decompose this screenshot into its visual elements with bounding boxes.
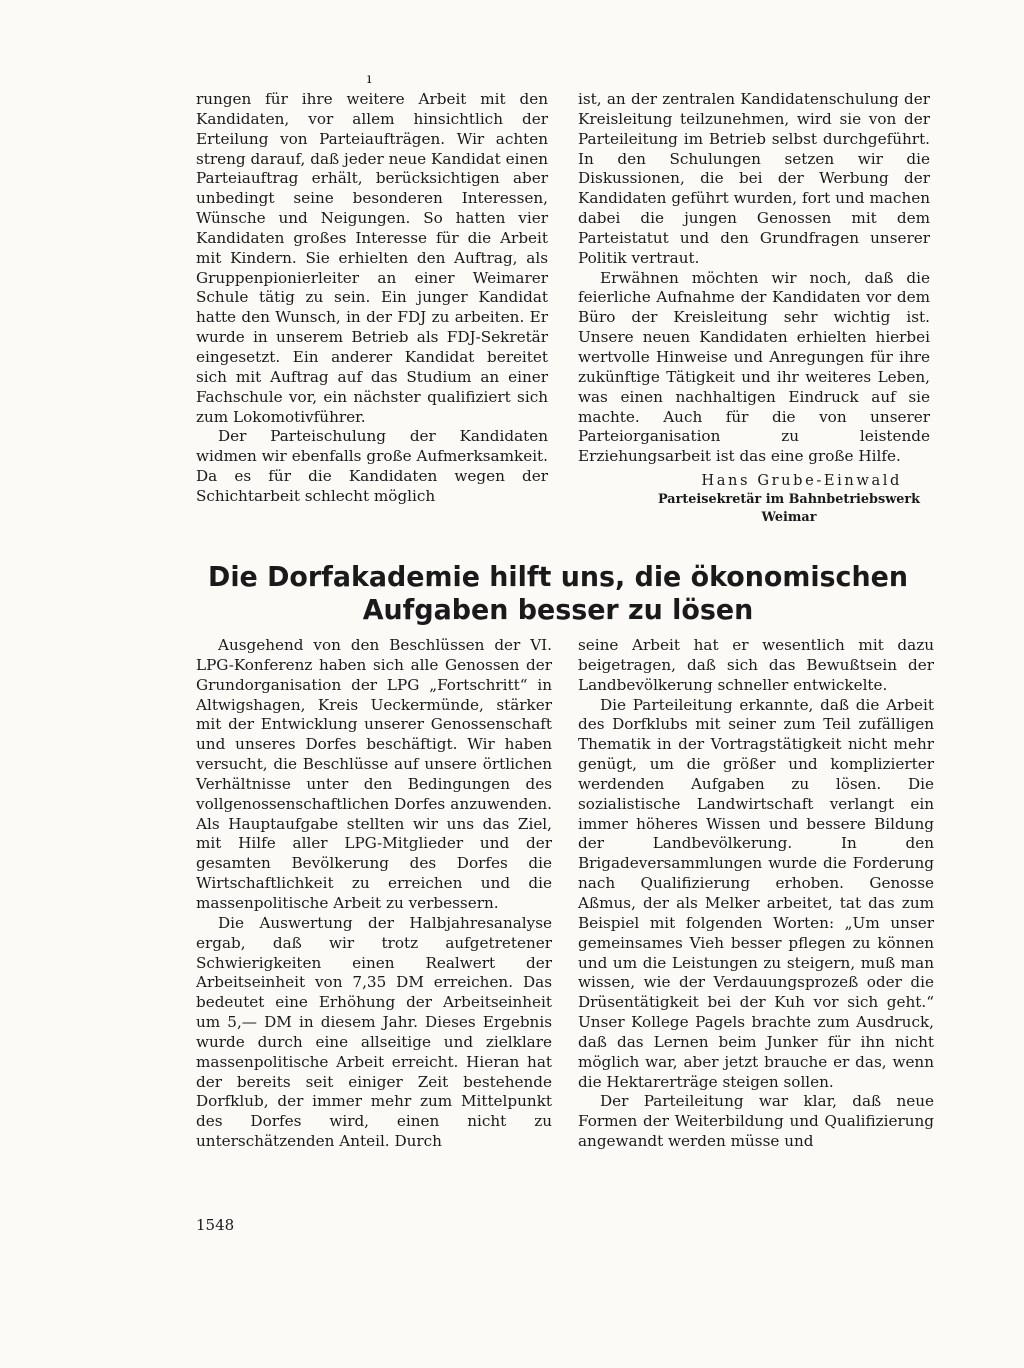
top-mark: ı	[367, 71, 372, 87]
author-name: Hans Grube-Einwald	[701, 472, 902, 490]
paragraph: seine Arbeit hat er wesentlich mit dazu beigetragen, daß sich das Bewußtsein der Landbevölkerung schneller entwickelte.	[578, 636, 934, 694]
paragraph: Die Parteileitung erkannte, daß die Arbeit des Dorfklubs mit seiner zum Teil zufälligen Thematik in der Vortragstätigkeit nicht mehr genügt, um die größer und komplizierter werdenden Aufgaben zu lösen. Die sozialistische Landwirtschaft verlangt ein immer höheres Wissen und bessere Bildung der Landbevölkerung. In den Brigadeversammlungen wurde die Forderung nach Qualifizierung erhoben. Genosse Aßmus, der als Melker arbeitet, tat das zum Beispiel mit folgenden Worten: „Um unser gemeinsames Vieh besser pflegen zu können und um die Leistungen zu steigern, muß man wissen, wie der Verdauungsprozeß oder die Drüsentätigkeit bei der Kuh vor sich geht.“ Unser Kollege Pagels brachte zum Ausdruck, daß das Lernen beim Junker für ihn nicht möglich war, aber jetzt brauche er das, wenn die Hektarerträge steigen sollen.	[578, 695, 934, 1091]
page-number: 1548	[196, 1216, 235, 1234]
headline-line-1: Die Dorfakademie hilft uns, die ökonomischen	[208, 560, 908, 593]
bottom-left-column	[196, 636, 552, 1152]
paragraph: Der Parteischulung der Kandidaten widmen wir ebenfalls große Aufmerksamkeit. Da es für die Kandidaten wegen der Schichtarbeit schlecht möglich	[196, 427, 548, 505]
paragraph: rungen für ihre weitere Arbeit mit den Kandidaten, vor allem hinsichtlich der Erteilung von Parteiaufträgen. Wir achten streng darauf, daß jeder neue Kandidat einen Parteiauftrag erhält, berücksichtigen aber unbedingt seine besonderen Interessen, Wünsche und Neigungen. So hatten vier Kandidaten großes Interesse für die Arbeit mit Kindern. Sie erhielten den Auftrag, als Gruppenpionierleiter an einer Weimarer Schule tätig zu sein. Ein junger Kandidat hatte den Wunsch, in der FDJ zu arbeiten. Er wurde in unserem Betrieb als FDJ-Sekretär eingesetzt. Ein anderer Kandidat bereitet sich mit Auftrag auf das Studium an einer Fachschule vor, ein nächster qualifiziert sich zum Lokomotivführer.	[196, 90, 548, 426]
top-left-column	[196, 90, 548, 507]
paragraph: Ausgehend von den Beschlüssen der VI. LPG-Konferenz haben sich alle Genossen der Grundorganisation der LPG „Fortschritt“ in Altwigshagen, Kreis Ueckermünde, stärker mit der Entwicklung unserer Genossenschaft und unseres Dorfes beschäftigt. Wir haben versucht, die Beschlüsse auf unsere örtlichen Verhältnisse unter den Bedingungen des vollgenossenschaftlichen Dorfes anzuwenden. Als Hauptaufgabe stellten wir uns das Ziel, mit Hilfe aller LPG-Mitglieder und der gesamten Bevölkerung des Dorfes die Wirtschaftlichkeit zu erreichen und die massenpolitische Arbeit zu verbessern.	[196, 636, 552, 912]
paragraph: Die Auswertung der Halbjahresanalyse ergab, daß wir trotz aufgetretener Schwierigkeiten einen Realwert der Arbeitseinheit von 7,35 DM erreichen. Das bedeutet eine Erhöhung der Arbeitseinheit um 5,— DM in diesem Jahr. Dieses Ergebnis wurde durch eine allseitige und zielklare massenpolitische Arbeit erreicht. Hieran hat der bereits seit einiger Zeit bestehende Dorfklub, der immer mehr zum Mittelpunkt des Dorfes wird, einen nicht zu unterschätzenden Anteil. Durch	[196, 913, 552, 1151]
signature-block	[578, 471, 930, 527]
bottom-right-column	[578, 636, 934, 1152]
headline-line-2: Aufgaben besser zu lösen	[362, 593, 754, 626]
author-location: Weimar	[761, 509, 817, 525]
author-role: Parteisekretär im Bahnbetriebswerk	[658, 491, 920, 507]
article-headline	[193, 560, 923, 626]
top-right-column	[578, 90, 930, 527]
paragraph: Der Parteileitung war klar, daß neue Formen der Weiterbildung und Qualifizierung angewandt werden müsse und	[578, 1092, 934, 1151]
paragraph: ist, an der zentralen Kandidatenschulung der Kreisleitung teilzunehmen, wird sie von der Parteileitung im Betrieb selbst durchgeführt. In den Schulungen setzen wir die Diskussionen, die bei der Werbung der Kandidaten geführt wurden, fort und machen dabei die jungen Genossen mit dem Parteistatut und den Grundfragen unserer Politik vertraut.	[578, 90, 930, 267]
paragraph: Erwähnen möchten wir noch, daß die feierliche Aufnahme der Kandidaten vor dem Büro der Kreisleitung sehr wichtig ist. Unsere neuen Kandidaten erhielten hierbei wertvolle Hinweise und Anregungen für ihre zukünftige Tätigkeit und ihr weiteres Leben, was einen nachhaltigen Eindruck auf sie machte. Auch für die von unserer Parteiorganisation zu leistende Erziehungsarbeit ist das eine große Hilfe.	[578, 268, 930, 466]
